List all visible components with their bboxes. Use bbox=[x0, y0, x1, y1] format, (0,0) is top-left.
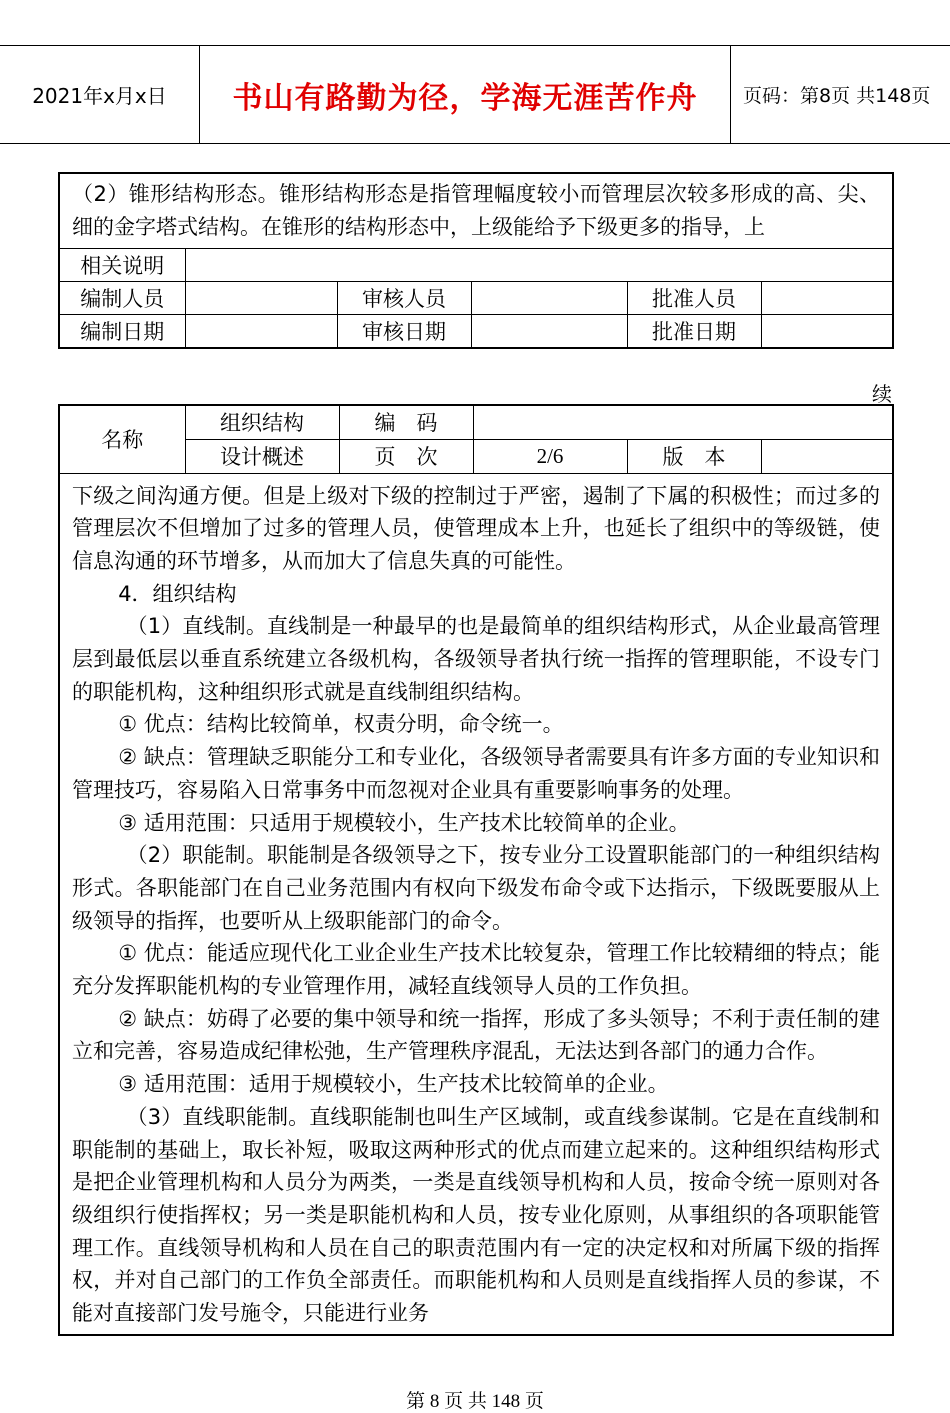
header-page-info: 页码：第8页 共148页 bbox=[743, 85, 931, 107]
name-value-1: 组织结构 bbox=[185, 405, 339, 439]
related-value bbox=[185, 249, 893, 282]
name-label: 名称 bbox=[59, 405, 185, 473]
approver-value bbox=[761, 282, 893, 315]
continued-label: 续 bbox=[872, 382, 892, 406]
editor-value bbox=[185, 282, 337, 315]
document-table bbox=[58, 404, 894, 1336]
section-heading: 4．组织结构 bbox=[118, 581, 237, 606]
paragraph: （3）直线职能制。直线职能制也叫生产区域制，或直线参谋制。它是在直线制和职能制的基础上，取长补短，吸取这两种形式的优点而建立起来的。这种组织结构形式是把企业管理机构和人员分为两类，一类是直线领导机构和人员，按命令统一原则对各级组织行使指挥权；另一类是职能机构和人员，按专业化原则，从事组织的各项职能管理工作。直线领导机构和人员在自己的职责范围内有一定的决定权和对所属下级的指挥权，并对自己部门的工作负全部责任。而职能机构和人员则是直线指挥人员的参谋，不能对直接部门发号施令，只能进行业务 bbox=[72, 1104, 880, 1326]
name-value-2: 设计概述 bbox=[185, 439, 339, 473]
edit-date-label: 编制日期 bbox=[59, 315, 185, 348]
related-label: 相关说明 bbox=[59, 249, 185, 282]
approve-date-value bbox=[761, 315, 893, 348]
approve-date-label: 批准日期 bbox=[627, 315, 761, 348]
paragraph: （1）直线制。直线制是一种最早的也是最简单的组织结构形式，从企业最高管理层到最低层以垂直系统建立各级机构，各级领导者执行统一指挥的管理职能，不设专门的职能机构，这种组织形式就是直线制组织结构。 bbox=[72, 614, 880, 704]
paragraph: ② 缺点：管理缺乏职能分工和专业化，各级领导者需要具有许多方面的专业知识和管理技巧，容易陷入日常事务中而忽视对企业具有重要影响事务的处理。 bbox=[72, 745, 880, 802]
document-body bbox=[59, 473, 893, 1335]
approval-table bbox=[58, 172, 894, 349]
version-value bbox=[761, 439, 893, 473]
edit-date-value bbox=[185, 315, 337, 348]
code-label: 编 码 bbox=[339, 405, 473, 439]
header-motto: 书山有路勤为径，学海无涯苦作舟 bbox=[200, 46, 731, 143]
paragraph: ① 优点：能适应现代化工业企业生产技术比较复杂，管理工作比较精细的特点；能充分发挥职能机构的专业管理作用，减轻直线领导人员的工作负担。 bbox=[72, 941, 880, 999]
review-date-value bbox=[471, 315, 627, 348]
reviewer-value bbox=[471, 282, 627, 315]
version-label: 版 本 bbox=[627, 439, 761, 473]
paragraph: 下级之间沟通方便。但是上级对下级的控制过于严密，遏制了下属的积极性；而过多的管理层次不但增加了过多的管理人员，使管理成本上升，也延长了组织中的等级链，使信息沟通的环节增多，从而加大了信息失真的可能性。 bbox=[72, 483, 880, 573]
code-value bbox=[473, 405, 893, 439]
paragraph: ③ 适用范围：只适用于规模较小，生产技术比较简单的企业。 bbox=[118, 810, 690, 835]
approver-label: 批准人员 bbox=[627, 282, 761, 315]
page-footer: 第 8 页 共 148 页 bbox=[406, 1391, 544, 1412]
paragraph: ① 优点：结构比较简单，权责分明，命令统一。 bbox=[118, 712, 564, 737]
paragraph: ③ 适用范围：适用于规模较小，生产技术比较简单的企业。 bbox=[118, 1072, 669, 1097]
page-label: 页 次 bbox=[339, 439, 473, 473]
paragraph: （2）职能制。职能制是各级领导之下，按专业分工设置职能部门的一种组织结构形式。各职能部门在自己业务范围内有权向下级发布命令或下达指示，下级既要服从上级领导的指挥，也要听从上级职能部门的命令。 bbox=[72, 843, 880, 933]
page-value: 2/6 bbox=[473, 439, 627, 473]
page-header bbox=[0, 45, 950, 144]
table1-text: （2）锥形结构形态。锥形结构形态是指管理幅度较小而管理层次较多形成的高、尖、细的金字塔式结构。在锥形的结构形态中，上级能给予下级更多的指导，上 bbox=[59, 173, 893, 249]
header-date: 2021年x月x日 bbox=[0, 46, 200, 143]
review-date-label: 审核日期 bbox=[337, 315, 471, 348]
editor-label: 编制人员 bbox=[59, 282, 185, 315]
paragraph: ② 缺点：妨碍了必要的集中领导和统一指挥，形成了多头领导；不利于责任制的建立和完善，容易造成纪律松弛，生产管理秩序混乱，无法达到各部门的通力合作。 bbox=[72, 1006, 880, 1064]
reviewer-label: 审核人员 bbox=[337, 282, 471, 315]
